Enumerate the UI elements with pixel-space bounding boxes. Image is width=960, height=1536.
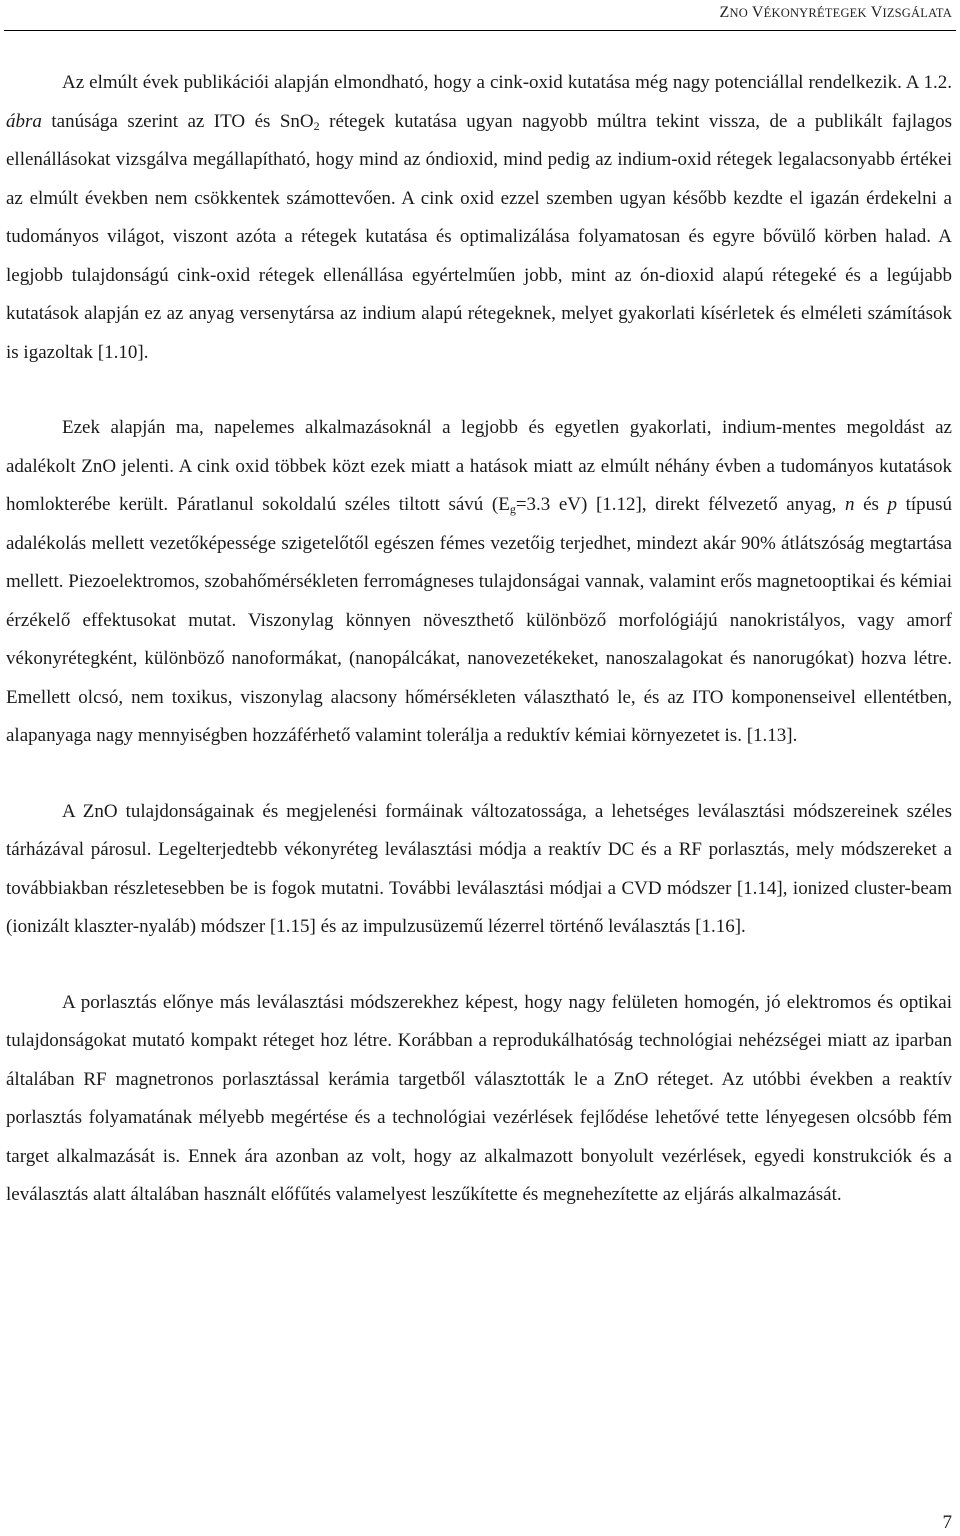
paragraph-4	[6, 984, 952, 1215]
paragraph-3	[6, 793, 952, 947]
paragraph-text: rétegek kutatása ugyan nagyobb múltra tekint vissza, de a publikált fajlagos ellenállásokat vizsgálva megállapítható, hogy mind az óndioxid, mind pedig az indium-oxid rétegek legalacsonyabb értékei az elmúlt években nem csökkentek számottevően. A cink oxid ezzel szemben ugyan később kezdte el igazán érdekelni a tudományos világot, viszont azóta a rétegek kutatása és optimalizálása folyamatosan és egyre bővülő körben halad. A legjobb tulajdonságú cink-oxid rétegek ellenállása egyértelműen jobb, mint az ón-dioxid alapú rétegeké és a legújabb kutatások alapján ez az anyag versenytársa az indium alapú rétegeknek, melyet gyakorlati kísérletek és elméleti számítások is igazoltak [1.10].	[6, 110, 952, 363]
figure-reference: ábra	[6, 110, 42, 132]
italic-term: n	[844, 494, 855, 515]
paragraph-text: =3.3 eV) [1.12], direkt félvezető anyag,	[515, 494, 845, 515]
paragraph-2	[6, 409, 952, 756]
page-number: 7	[942, 1512, 952, 1533]
paragraph-text: tanúsága szerint az ITO és SnO	[41, 110, 314, 132]
subscript: 2	[313, 118, 320, 133]
subscript: g	[509, 502, 516, 516]
paragraph-text: és	[854, 494, 888, 515]
paragraph-1	[6, 64, 952, 372]
paragraph-text: típusú adalékolás mellett vezetőképessége szigetelőtől egészen fémes vezetőig terjedhet, mindezt akár 90% átlátszóság megtartása mellett. Piezoelektromos, szobahőmérsékleten ferromágneses tulajdonságai vannak, valamint erős magnetooptikai és kémiai érzékelő effektusokat mutat. Viszonylag könnyen növeszthető különböző morfológiájú nanokristályos, vagy amorf vékonyrétegként, különböző nanoformákat, (nanopálcákat, nanovezetékeket, nanoszalagokat és nanorugókat) hozva létre. Emellett olcsó, nem toxikus, viszonylag alacsony hőmérsékleten választható le, és az ITO komponenseivel ellentétben, alapanyaga nagy mennyiségben hozzáférhető valamint tolerálja a reduktív kémiai környezetet is. [1.13].	[6, 494, 953, 746]
paragraph-text: A porlasztás előnye más leválasztási módszerekhez képest, hogy nagy felületen homogén, jó elektromos és optikai tulajdonságokat mutató kompakt réteget hoz létre. Korábban a reprodukálhatóság technológiai nehézségei miatt az iparban általában RF magnetronos porlasztással kerámia targetből választották le a ZnO réteget. Az utóbbi években a reaktív porlasztás folyamatának mélyebb megértése és a technológiai vezérlések fejlődése lehetővé tette lényegesen olcsóbb fém target alkalmazását is. Ennek ára azonban az volt, hogy az alkalmazott bonyolult vezérlések, egyedi konstrukciók és a leválasztás alatt általában használt előfűtés valamelyest leszűkítette és megnehezítette az eljárás alkalmazását.	[6, 991, 952, 1205]
paragraph-text: Az elmúlt évek publikációi alapján elmondható, hogy a cink-oxid kutatása még nagy potenciállal rendelkezik. A 1.2.	[62, 72, 952, 93]
body-text	[6, 64, 952, 1215]
paragraph-text: Ezek alapján ma, napelemes alkalmazásoknál a legjobb és egyetlen gyakorlati, indium-mentes megoldást az adalékolt ZnO jelenti. A cink oxid többek közt ezek miatt a hatások miatt az elmúlt néhány évben a tudományos kutatások homlokterébe került. Páratlanul sokoldalú széles tiltott sávú (E	[6, 417, 952, 515]
paragraph-text: A ZnO tulajdonságainak és megjelenési formáinak változatossága, a lehetséges leválasztási módszereinek széles tárházával párosul. Legelterjedtebb vékonyréteg leválasztási módja a reaktív DC és a RF porlasztás, mely módszereket a továbbiakban részletesebben be is fogok mutatni. További leválasztási módjai a CVD módszer [1.14], ionized cluster-beam (ionizált klaszter-nyaláb) módszer [1.15] és az impulzusüzemű lézerrel történő leválasztás [1.16].	[6, 800, 952, 937]
running-header: ZNO VÉKONYRÉTEGEK VIZSGÁLATA	[719, 4, 952, 21]
header-divider	[4, 30, 956, 31]
italic-term: p	[887, 494, 897, 515]
